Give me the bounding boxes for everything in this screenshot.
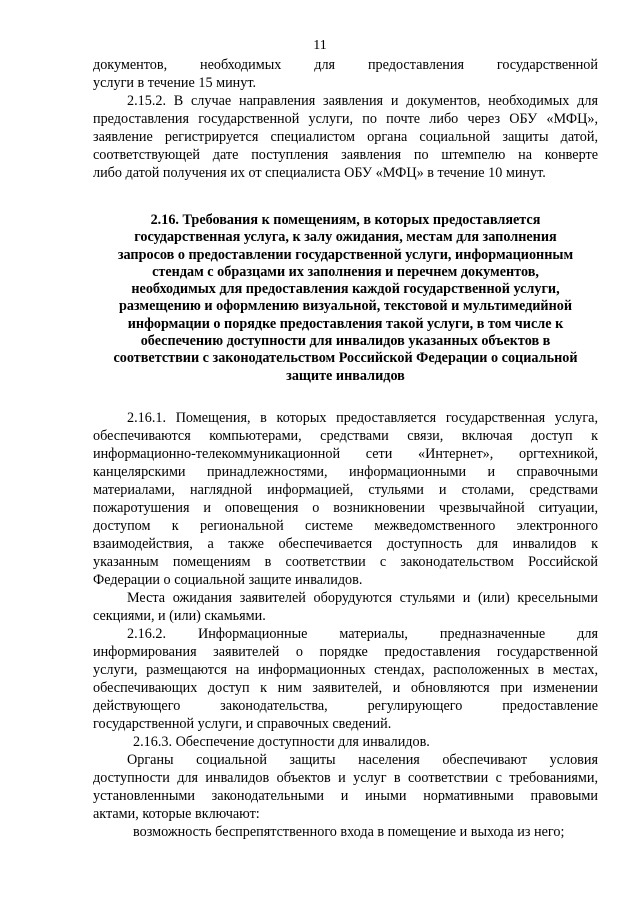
text-line: 2.15.2. В случае направления заявления и документов, необходимых для	[127, 93, 598, 109]
text-line: информационно-телекоммуникационной сети «Интернет», оргтехникой,	[93, 445, 598, 462]
text-line: заявление регистрируется специалистом органа социальной защиты датой,	[93, 129, 598, 145]
text-line: указанным помещениям в соответствии с законодательством Российской	[93, 553, 598, 570]
text-line: канцелярскими принадлежностями, информационными и справочными	[93, 463, 598, 480]
heading-line: соответствии с законодательством Российской Федерации о социальной	[113, 350, 578, 367]
paragraph-barrier-free-entry	[93, 823, 598, 841]
paragraph-accessibility-conditions	[93, 751, 598, 823]
heading-line: необходимых для предоставления каждой государственной услуги,	[131, 281, 560, 298]
text-line: информирования заявителей о порядке предоставления государственной	[93, 643, 598, 660]
text-line: обеспечиваются компьютерами, средствами связи, включая доступ к	[93, 427, 598, 444]
heading-line: обеспечению доступности для инвалидов указанных объектов в	[140, 333, 551, 350]
heading-line: информации о порядке предоставления такой услуги, в том числе к	[127, 315, 564, 332]
text-line: секциями, и (или) скамьями.	[93, 607, 266, 624]
paragraph-documents-time	[93, 56, 598, 92]
document-body	[93, 56, 598, 841]
text-line: Федерации о социальной защите инвалидов.	[93, 571, 363, 588]
text-line: услуги, размещаются на информационных стендах, расположенных в местах,	[93, 661, 598, 678]
heading-line: государственная услуга, к залу ожидания, местам для заполнения	[134, 229, 557, 246]
text-line: Органы социальной защиты населения обеспечивают условия	[127, 751, 598, 768]
paragraph-waiting-places	[93, 589, 598, 625]
text-line: возможность беспрепятственного входа в помещение и выхода из него;	[133, 823, 565, 840]
paragraph-2-16-3	[93, 733, 598, 751]
text-line: актами, которые включают:	[93, 805, 260, 822]
text-line: 2.16.3. Обеспечение доступности для инвалидов.	[133, 733, 430, 750]
text-line: предоставления государственной услуги, по почте либо через ОБУ «МФЦ»,	[93, 111, 598, 127]
heading-line: защите инвалидов	[286, 367, 405, 384]
paragraph-2-15-2	[93, 92, 598, 182]
page-number: 11	[313, 38, 327, 53]
text-line: пожаротушения и оповещения о возникновении чрезвычайной ситуации,	[93, 499, 598, 516]
text-line: 2.16.1. Помещения, в которых предоставляется государственная услуга,	[127, 409, 598, 426]
text-line: доступности для инвалидов объектов и услуг в соответствии с требованиями,	[93, 769, 598, 786]
text-line: государственной услуги, и справочных сведений.	[93, 715, 392, 732]
text-line: Места ожидания заявителей оборудуются стульями и (или) кресельными	[127, 589, 598, 606]
paragraph-2-16-2	[93, 625, 598, 733]
heading-line: стендам с образцами их заполнения и перечнем документов,	[152, 263, 539, 280]
text-line: материалами, наглядной информацией, стульями и столами, средствами	[93, 481, 598, 498]
text-line: соответствующей дате поступления заявления по штемпелю на конверте	[93, 147, 598, 163]
text-line: взаимодействия, а также обеспечивается доступность для инвалидов к	[93, 535, 598, 552]
section-heading-2-16	[93, 212, 598, 385]
text-line: либо датой получения их от специалиста ОБУ «МФЦ» в течение 10 минут.	[93, 165, 546, 181]
heading-line: 2.16. Требования к помещениям, в которых предоставляется	[150, 212, 541, 228]
text-line: обеспечивающих доступ к ним заявителей, и обновляются при изменении	[93, 679, 598, 696]
text-line: установленными законодательными и иными нормативными правовыми	[93, 787, 598, 804]
heading-line: запросов о предоставлении государственной услуги, информационным	[117, 246, 574, 263]
text-line: документов, необходимых для предоставления государственной	[93, 57, 598, 73]
paragraph-2-16-1	[93, 409, 598, 589]
text-line: услуги в течение 15 минут.	[93, 75, 257, 91]
text-line: 2.16.2. Информационные материалы, предназначенные для	[127, 625, 598, 642]
text-line: действующего законодательства, регулирующего предоставление	[93, 697, 598, 714]
text-line: доступом к региональной системе межведомственного электронного	[93, 517, 598, 534]
heading-line: размещению и оформлению визуальной, текстовой и мультимедийной	[118, 298, 573, 315]
